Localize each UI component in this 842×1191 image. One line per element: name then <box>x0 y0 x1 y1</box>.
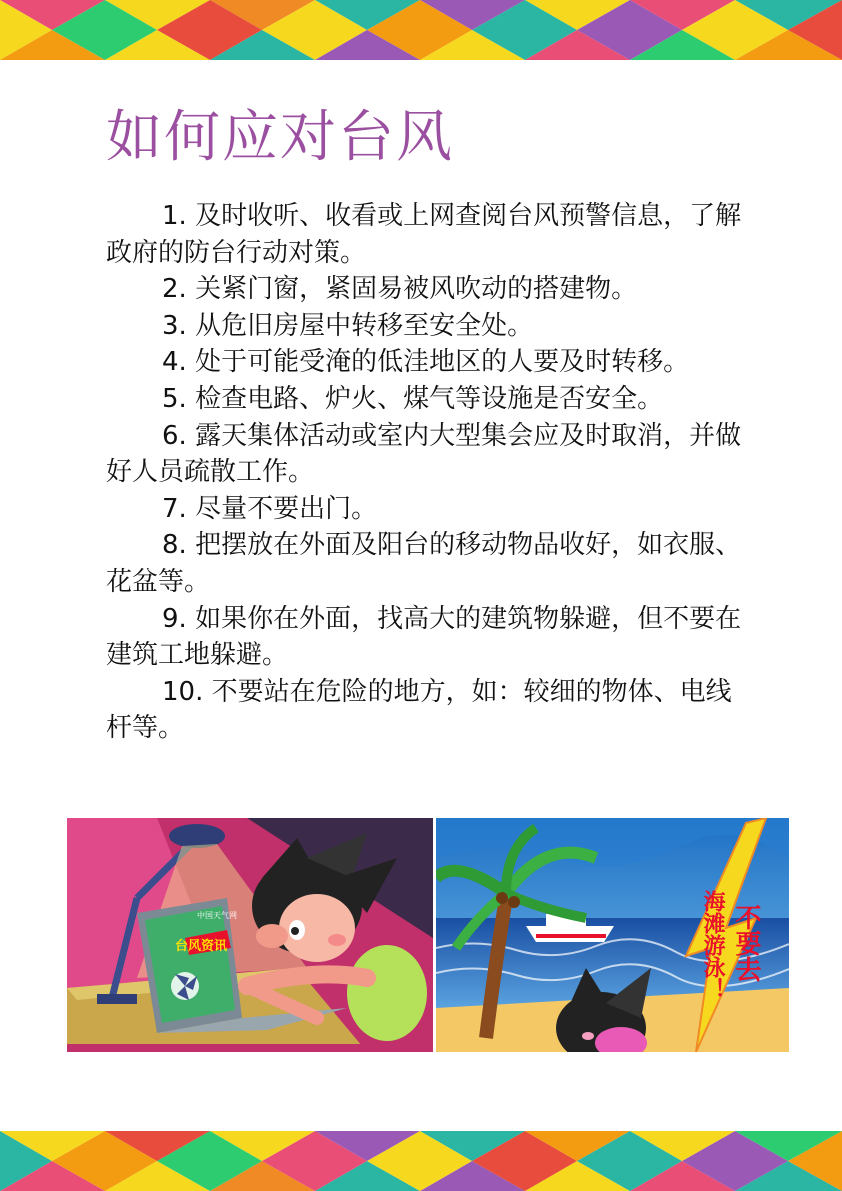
typhoon-tips-list <box>106 198 746 747</box>
screen-title-text: 台风资讯 <box>175 939 228 954</box>
tip-item: 1. 及时收听、收看或上网查阅台风预警信息，了解政府的防台行动对策。 <box>106 201 742 268</box>
illustration-laptop-news <box>67 818 433 1052</box>
tip-item: 4. 处于可能受淹的低洼地区的人要及时转移。 <box>162 347 690 378</box>
bottom-decorative-band <box>0 1131 842 1191</box>
tip-item: 9. 如果你在外面，找高大的建筑物躲避，但不要在建筑工地躲避。 <box>106 603 742 671</box>
page-title: 如何应对台风 <box>106 105 454 170</box>
tip-item: 8. 把摆放在外面及阳台的移动物品收好，如衣服、花盆等。 <box>106 530 742 597</box>
tip-item: 5. 检查电路、炉火、煤气等设施是否安全。 <box>162 383 664 414</box>
warning-do-not-go-text: 不要去 <box>731 904 761 982</box>
warning-beach-swim-text: 海滩游泳！ <box>700 890 725 1000</box>
top-decorative-band <box>0 0 842 60</box>
tip-item: 2. 关紧门窗，紧固易被风吹动的搭建物。 <box>162 274 638 305</box>
tip-item: 6. 露天集体活动或室内大型集会应及时取消，并做好人员疏散工作。 <box>106 420 742 488</box>
illustration-beach-warning <box>436 818 789 1052</box>
screen-brand-text: 中国天气网 <box>197 911 237 920</box>
laptop-scene-graphic <box>67 818 433 1052</box>
tip-item: 10. 不要站在危险的地方，如：较细的物体、电线杆等。 <box>106 676 732 744</box>
tip-item: 3. 从危旧房屋中转移至安全处。 <box>162 310 534 341</box>
tip-item: 7. 尽量不要出门。 <box>162 493 378 524</box>
